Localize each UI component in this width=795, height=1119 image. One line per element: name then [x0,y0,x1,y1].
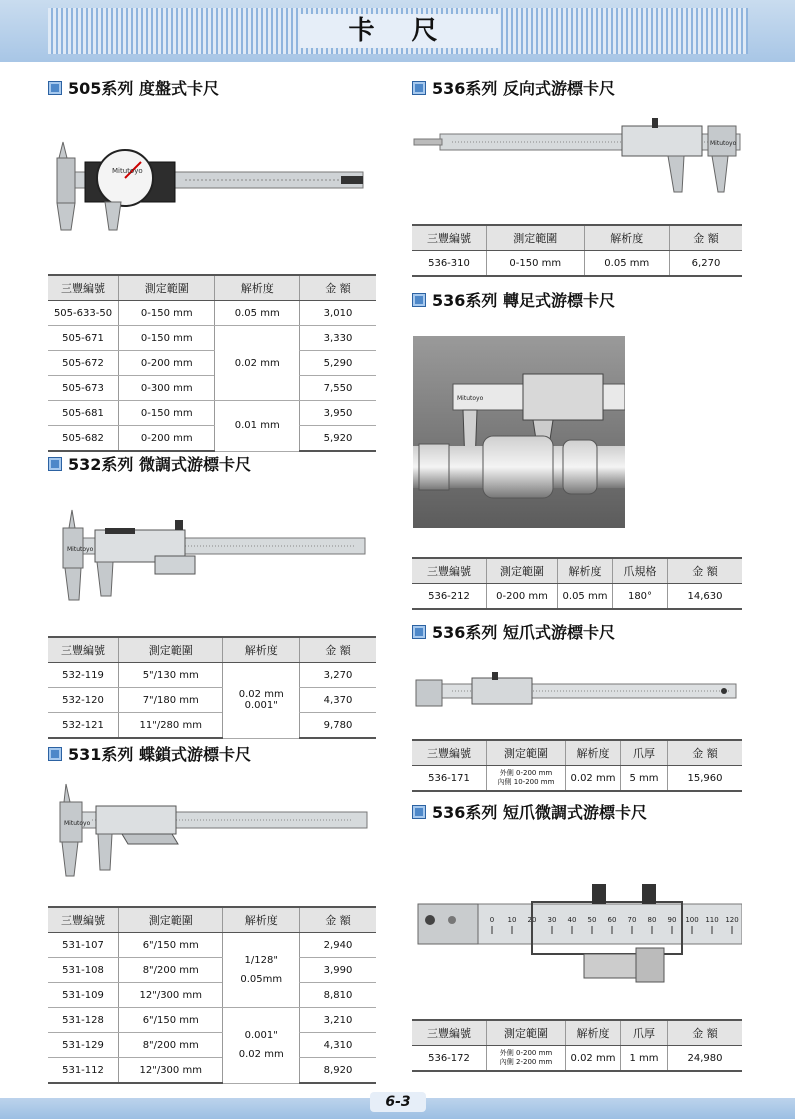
section-title-532: 532系列 微調式游標卡尺 [48,452,251,475]
table-row: 505-682 0-200 mm 5,920 [48,426,376,452]
scale-label: 0 [489,916,495,924]
dial-caliper-image [45,140,375,235]
table-536-172: 三豐編號 測定範圍 解析度 爪厚 金 額 536-172 外側 0-200 mm 內側 2-200 mm 0.02 mm 1 mm 24,980 [412,1019,742,1072]
table-536-171: 三豐編號 測定範圍 解析度 爪厚 金 額 536-171 外側 0-200 mm 內側 10-200 mm 0.02 mm 5 mm 15,960 [412,739,742,792]
scale-label: 10 [507,916,517,924]
scale-label: 80 [647,916,657,924]
table-row: 505-672 0-200 mm 5,290 [48,351,376,376]
bullet-square-icon [412,625,426,639]
section-title-531: 531系列 蝶鎖式游標卡尺 [48,742,251,765]
table-532: 三豐編號 測定範圍 解析度 金 額 532-119 5"/130 mm 0.02 mm 0.001" 3,270 532-120 7"/180 mm 4,370 532-121 11"/280 mm 9,780 [48,636,376,739]
section-title-505: 505系列 度盤式卡尺 [48,76,219,99]
section-title-536-172: 536系列 短爪微調式游標卡尺 [412,800,647,823]
scale-label: 100 [685,916,699,924]
table-row: 536-171 外側 0-200 mm 內側 10-200 mm 0.02 mm 5 mm 15,960 [412,766,742,792]
scale-label: 70 [627,916,637,924]
table-536-310: 三豐編號 測定範圍 解析度 金 額 536-310 0-150 mm 0.05 mm 6,270 [412,224,742,277]
butterfly-lock-caliper-image [52,780,377,880]
table-505: 三豐編號 測定範圍 解析度 金 額 505-633-50 0-150 mm 0.05 mm 3,010 505-671 0-150 mm 0.02 mm 3,330 505-672 0-200 mm 5,290 505-673 0-300 mm 7,550 505-681 0-150 mm 0.01 mm 3,950 505-682 0-200 mm 5,920 [48,274,376,452]
short-jaw-caliper-image [412,668,742,718]
reverse-caliper-image [412,112,742,202]
table-531: 三豐編號 測定範圍 解析度 金 額 531-107 6"/150 mm 1/128" 0.05mm 2,940 531-108 8"/200 mm 3,990 531-109 12"/300 mm 8,810 531-128 6"/150 mm 0.001" 0.02 mm 3,210 531-129 8"/200 mm 4,310 531-112 12"/300 mm 8,920 [48,906,376,1084]
svg-text:Mitutoyo: Mitutoyo [64,820,91,827]
short-jaw-fine-adjust-caliper-image [412,876,742,996]
table-row: 536-310 0-150 mm 0.05 mm 6,270 [412,251,742,277]
bullet-square-icon [412,805,426,819]
bullet-square-icon [48,81,62,95]
table-row: 532-120 7"/180 mm 4,370 [48,688,376,713]
table-row: 531-129 8"/200 mm 4,310 [48,1033,376,1058]
table-row: 531-107 6"/150 mm 1/128" 0.05mm 2,940 [48,933,376,958]
section-title-536-212: 536系列 轉足式游標卡尺 [412,288,615,311]
scale-label: 90 [667,916,677,924]
scale-label: 60 [607,916,617,924]
table-row: 536-212 0-200 mm 0.05 mm 180° 14,630 [412,584,742,610]
scale-label: 110 [705,916,719,924]
scale-label: 20 [527,916,537,924]
bullet-square-icon [48,747,62,761]
table-row: 505-673 0-300 mm 7,550 [48,376,376,401]
page-header-band [0,0,795,62]
swivel-jaw-caliper-photo [413,336,625,528]
svg-text:Mitutoyo: Mitutoyo [457,395,484,402]
table-row: 505-681 0-150 mm 0.01 mm 3,950 [48,401,376,426]
table-536-212: 三豐編號 測定範圍 解析度 爪規格 金 額 536-212 0-200 mm 0.05 mm 180° 14,630 [412,557,742,610]
table-row: 531-108 8"/200 mm 3,990 [48,958,376,983]
scale-label: 40 [567,916,577,924]
table-row: 532-121 11"/280 mm 9,780 [48,713,376,739]
svg-text:Mitutoyo: Mitutoyo [67,546,94,553]
scale-label: 120 [725,916,739,924]
table-row: 531-112 12"/300 mm 8,920 [48,1058,376,1084]
bullet-square-icon [412,293,426,307]
bullet-square-icon [412,81,426,95]
page-title: 卡 尺 [300,14,500,48]
table-row: 505-671 0-150 mm 0.02 mm 3,330 [48,326,376,351]
table-row: 531-128 6"/150 mm 0.001" 0.02 mm 3,210 [48,1008,376,1033]
scale-label: 30 [547,916,557,924]
table-row: 536-172 外側 0-200 mm 內側 2-200 mm 0.02 mm 1 mm 24,980 [412,1046,742,1072]
section-title-536-171: 536系列 短爪式游標卡尺 [412,620,615,643]
bullet-square-icon [48,457,62,471]
svg-text:Mitutoyo: Mitutoyo [710,140,737,147]
table-row: 505-633-50 0-150 mm 0.05 mm 3,010 [48,301,376,326]
page-number: 6-3 [370,1092,426,1112]
fine-adjust-caliper-image [55,508,375,608]
scale-label: 50 [587,916,597,924]
section-title-536-310: 536系列 反向式游標卡尺 [412,76,615,99]
svg-text:Mitutoyo: Mitutoyo [112,167,143,175]
table-row: 532-119 5"/130 mm 0.02 mm 0.001" 3,270 [48,663,376,688]
table-row: 531-109 12"/300 mm 8,810 [48,983,376,1008]
